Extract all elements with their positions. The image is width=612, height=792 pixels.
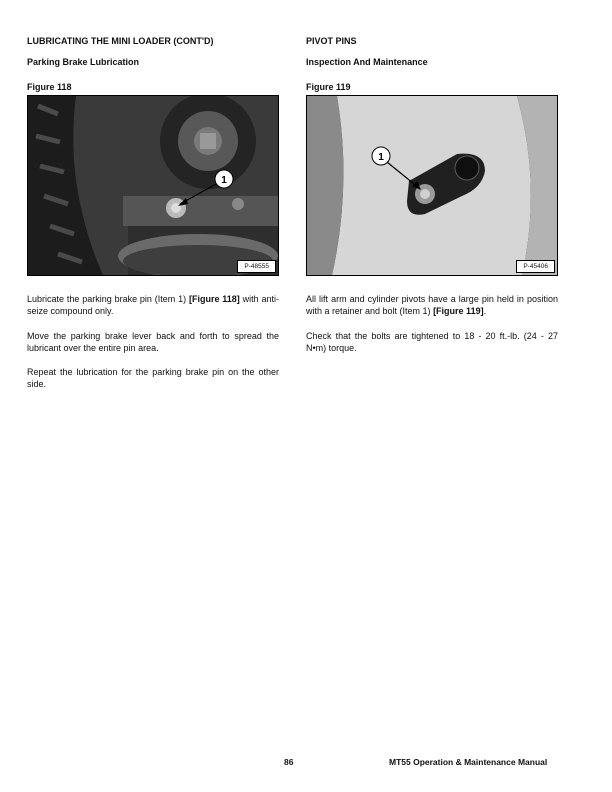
page-number: 86: [284, 757, 294, 767]
figure-118-photo: [27, 95, 279, 276]
figure-reference: [Figure 119]: [433, 306, 484, 316]
subsection-title-parking-brake: Parking Brake Lubrication: [27, 57, 140, 67]
figure-reference: [Figure 118]: [188, 294, 240, 304]
photo-code: P-48555: [237, 260, 276, 273]
section-title-pivot-pins: PIVOT PINS: [306, 36, 357, 46]
figure-119-label: Figure 119: [306, 82, 351, 92]
parking-brake-photo: [28, 96, 278, 275]
paragraph-bolt-torque: Check that the bolts are tightened to 18 - 20 ft.-lb. (24 - 27 N•m) torque.: [306, 331, 558, 353]
section-title-lubricating: LUBRICATING THE MINI LOADER (CONT'D): [27, 36, 214, 46]
paragraph-repeat-lubrication: Repeat the lubrication for the parking brake pin on the other side.: [27, 367, 279, 389]
paragraph-move-lever: Move the parking brake lever back and forth to spread the lubricant over the entire pin area.: [27, 331, 279, 353]
manual-title: MT55 Operation & Maintenance Manual: [389, 757, 548, 767]
figure-119-photo: [306, 95, 558, 276]
paragraph-lubricate-pin: Lubricate the parking brake pin (Item 1) [Figure 118] with anti-seize compound only.: [27, 294, 280, 316]
photo-code: P-45406: [516, 260, 555, 273]
callout-number: 1: [378, 152, 384, 163]
paragraph-pivot-retainer: All lift arm and cylinder pivots have a large pin held in position with a retainer and bolt (Item 1) [Figure 119].: [306, 294, 558, 316]
subsection-title-inspection: Inspection And Maintenance: [306, 57, 428, 67]
pivot-pin-photo: [307, 96, 557, 275]
figure-118-label: Figure 118: [27, 82, 72, 92]
callout-number: 1: [221, 175, 227, 186]
